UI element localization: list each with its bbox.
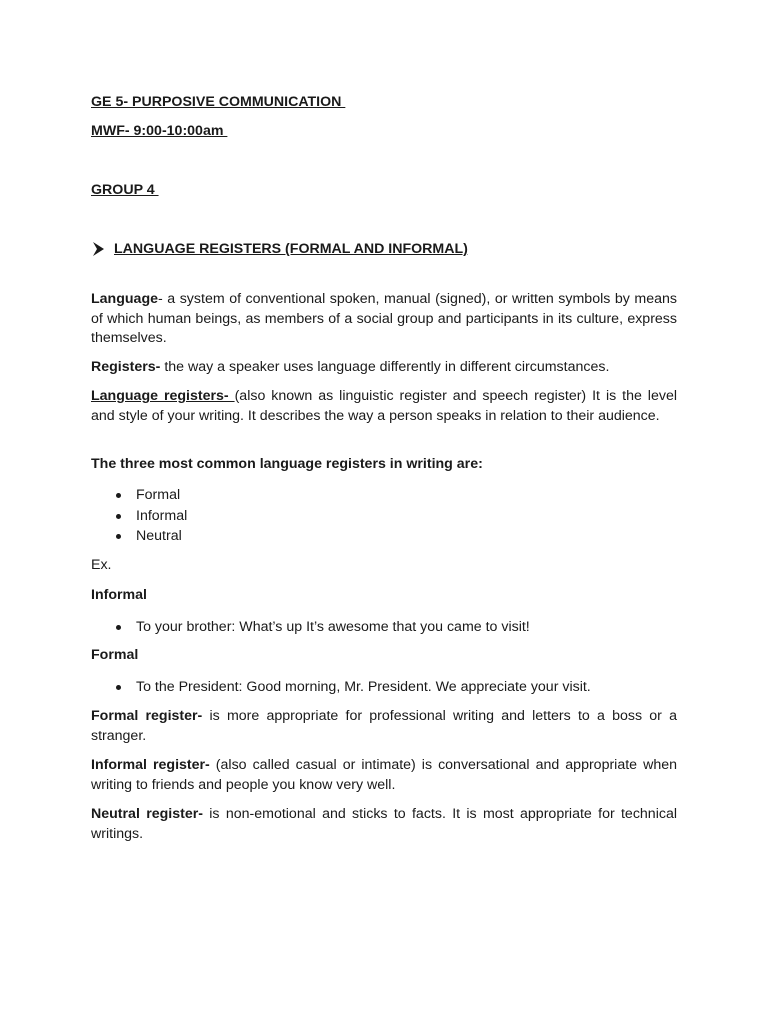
definition-registers <box>91 358 677 378</box>
term-language-registers: Language registers- <box>91 388 235 404</box>
formal-example-list <box>91 677 591 698</box>
bullet-dot-icon <box>116 534 121 539</box>
informal-register-text: (also called casual or intimate) is conversational and appropriate when writing to friends and people you know very well. <box>91 757 678 793</box>
class-schedule: MWF- 9:00-10:00am <box>91 123 228 139</box>
definition-language <box>91 290 677 349</box>
example-label: Ex. <box>91 557 112 573</box>
course-title: GE 5- PURPOSIVE COMMUNICATION <box>91 94 346 110</box>
definition-language-registers <box>91 387 677 426</box>
formal-example-title: Formal <box>91 647 139 663</box>
term-registers: Registers- <box>91 359 161 375</box>
group-label: GROUP 4 <box>91 182 159 198</box>
definition-language-text: - a system of conventional spoken, manual (signed), or written symbols by means of which human beings, as members of a social group and participants in its culture, express themselves. <box>91 291 677 346</box>
bullet-dot-icon <box>116 514 121 519</box>
informal-register-description <box>91 756 677 795</box>
list-item: Informal <box>91 506 187 527</box>
list-item: Neutral <box>91 526 187 547</box>
term-language: Language <box>91 291 159 307</box>
common-registers-list <box>91 485 187 547</box>
formal-register-description <box>91 707 677 746</box>
informal-example-list <box>91 617 530 638</box>
neutral-register-text: is non-emotional and sticks to facts. It is most appropriate for technical writings. <box>91 806 677 842</box>
neutral-register-description <box>91 805 677 844</box>
definition-language-registers-text: (also known as linguistic register and speech register) It is the level and style of your writing. It describes the way a person speaks in relation to their audience. <box>91 388 677 424</box>
common-registers-intro: The three most common language registers in writing are: <box>91 456 483 472</box>
bullet-dot-icon <box>116 685 121 690</box>
term-formal-register: Formal register- <box>91 708 203 724</box>
bullet-dot-icon <box>116 493 121 498</box>
list-item: Formal <box>91 485 187 506</box>
list-item: To the President: Good morning, Mr. President. We appreciate your visit. <box>91 677 591 698</box>
formal-register-text: is more appropriate for professional writing and letters to a boss or a stranger. <box>91 708 677 744</box>
section-heading <box>91 241 468 257</box>
term-neutral-register: Neutral register- <box>91 806 203 822</box>
term-informal-register: Informal register- <box>91 757 210 773</box>
list-item: To your brother: What’s up It’s awesome that you came to visit! <box>91 617 530 638</box>
arrowhead-bullet-icon <box>91 241 105 257</box>
informal-example-title: Informal <box>91 587 147 603</box>
bullet-dot-icon <box>116 625 121 630</box>
definition-registers-text: the way a speaker uses language differently in different circumstances. <box>160 359 610 375</box>
section-heading-text: LANGUAGE REGISTERS (FORMAL AND INFORMAL) <box>114 241 468 257</box>
